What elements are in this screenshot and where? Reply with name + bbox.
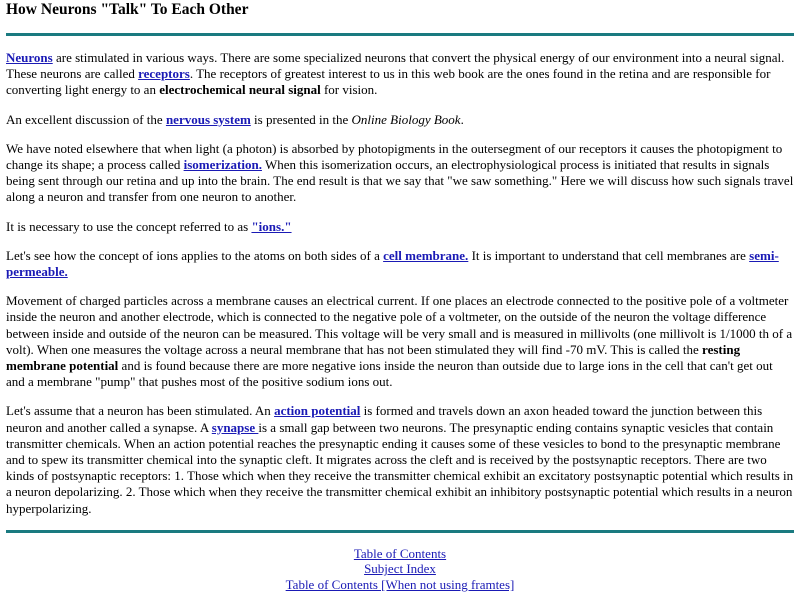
paragraph-intro bbox=[6, 50, 794, 99]
text: for vision. bbox=[320, 82, 378, 98]
text: . bbox=[460, 111, 464, 127]
footer-nav bbox=[6, 546, 794, 592]
text: and is found because there are more negative ions inside the neuron than outside due to large ions in the cell that can't get out and a membrane "pump" that pushes most of the positive sodium ions out. bbox=[6, 358, 773, 390]
paragraph-resting-potential bbox=[6, 293, 794, 390]
bottom-divider bbox=[6, 530, 794, 533]
text: is a small gap between two neurons. The presynaptic ending contains synaptic vesicles that contain transmitter chemicals. When an action potential reaches the presynaptic ending it causes some of these vesicles to bond to the presynaptic membrane and to spew its transmitter chemical into the synaptic cleft. It migrates across the cleft and is received by the postsynaptic receptors. There are two kinds of postsynaptic receptors: 1. Those which when they receive the transmitter chemical exhibit an excitatory postsynaptic potential which results in a neuron depolarizing. 2. Those which when they receive the transmitter chemical exhibit an inhibitory postsynaptic potential which results in a neuron hyperpolarizing. bbox=[6, 419, 794, 516]
text: are stimulated in various ways. There are some specialized neurons that convert the physical energy of our environment into a neural signal. These neurons are called bbox=[6, 50, 785, 82]
link-synapse[interactable]: synapse bbox=[211, 419, 259, 435]
link-table-of-contents[interactable]: Table of Contents bbox=[353, 545, 447, 561]
link-neurons[interactable]: Neurons bbox=[6, 50, 53, 65]
text: It is important to understand that cell membranes are bbox=[468, 247, 750, 263]
text: We have noted elsewhere that when light (a photon) is absorbed by photopigments in the outersegment of our receptors it causes the photopigment to change its shape; a process called bbox=[6, 140, 783, 173]
text: Movement of charged particles across a membrane causes an electrical current. If one places an electrode connected to the positive pole of a voltmeter inside the neuron and another electrode, which is connected to the negative pole of a voltmeter, on the outside of the neuron the voltage difference between inside and outside of the neuron can be measured. This voltage will be very small and is measured in millivolts (one millivolt is 1/1000 th of a volt). When one measures the voltage across a neural membrane that has not been stimulated they will find -70 mV. This is called the bbox=[6, 293, 793, 357]
link-table-of-contents-no-frames[interactable]: Table of Contents [When not using framtes] bbox=[285, 576, 515, 592]
paragraph-ions bbox=[6, 219, 794, 235]
link-semi-permeable[interactable]: semi-permeable. bbox=[6, 247, 779, 280]
paragraph-action-potential bbox=[6, 403, 794, 516]
text: Let's assume that a neuron has been stimulated. An bbox=[6, 403, 275, 419]
link-isomerization[interactable]: isomerization. bbox=[183, 157, 262, 173]
text: When this isomerization occurs, an electrophysiological process is initiated that results in signals being sent through our retina and up into the brain. The end result is that we say that "we saw something." Here we will discuss how such signals travel along a neuron and transfer from one neuron to another. bbox=[6, 157, 794, 205]
paragraph-isomerization bbox=[6, 141, 794, 206]
bold-term: electrochemical neural signal bbox=[159, 82, 321, 98]
bold-term: resting membrane potential bbox=[6, 341, 741, 374]
book-title: Online Biology Book bbox=[351, 111, 461, 127]
page-title: How Neurons "Talk" To Each Other bbox=[6, 1, 249, 18]
paragraph-nervous-system bbox=[6, 112, 794, 128]
text: is presented in the bbox=[250, 111, 352, 127]
text: Let's see how the concept of ions applies to the atoms on both sides of a bbox=[6, 247, 384, 263]
text: is formed and travels down an axon headed toward the junction between this neuron and another called a synapse. A bbox=[6, 403, 763, 435]
top-divider bbox=[6, 33, 794, 36]
text: It is necessary to use the concept referred to as bbox=[6, 218, 252, 234]
text: An excellent discussion of the bbox=[6, 111, 166, 127]
link-receptors[interactable]: receptors bbox=[138, 66, 190, 82]
text: . The receptors of greatest interest to us in this web book are the ones found in the retina and are responsible for converting light energy to an bbox=[6, 66, 771, 98]
link-cell-membrane[interactable]: cell membrane. bbox=[383, 247, 469, 263]
link-subject-index[interactable]: Subject Index bbox=[364, 561, 436, 577]
link-ions[interactable]: "ions." bbox=[251, 218, 292, 234]
paragraph-cell-membrane bbox=[6, 248, 794, 280]
link-nervous-system[interactable]: nervous system bbox=[165, 111, 251, 127]
link-action-potential[interactable]: action potential bbox=[274, 403, 361, 419]
